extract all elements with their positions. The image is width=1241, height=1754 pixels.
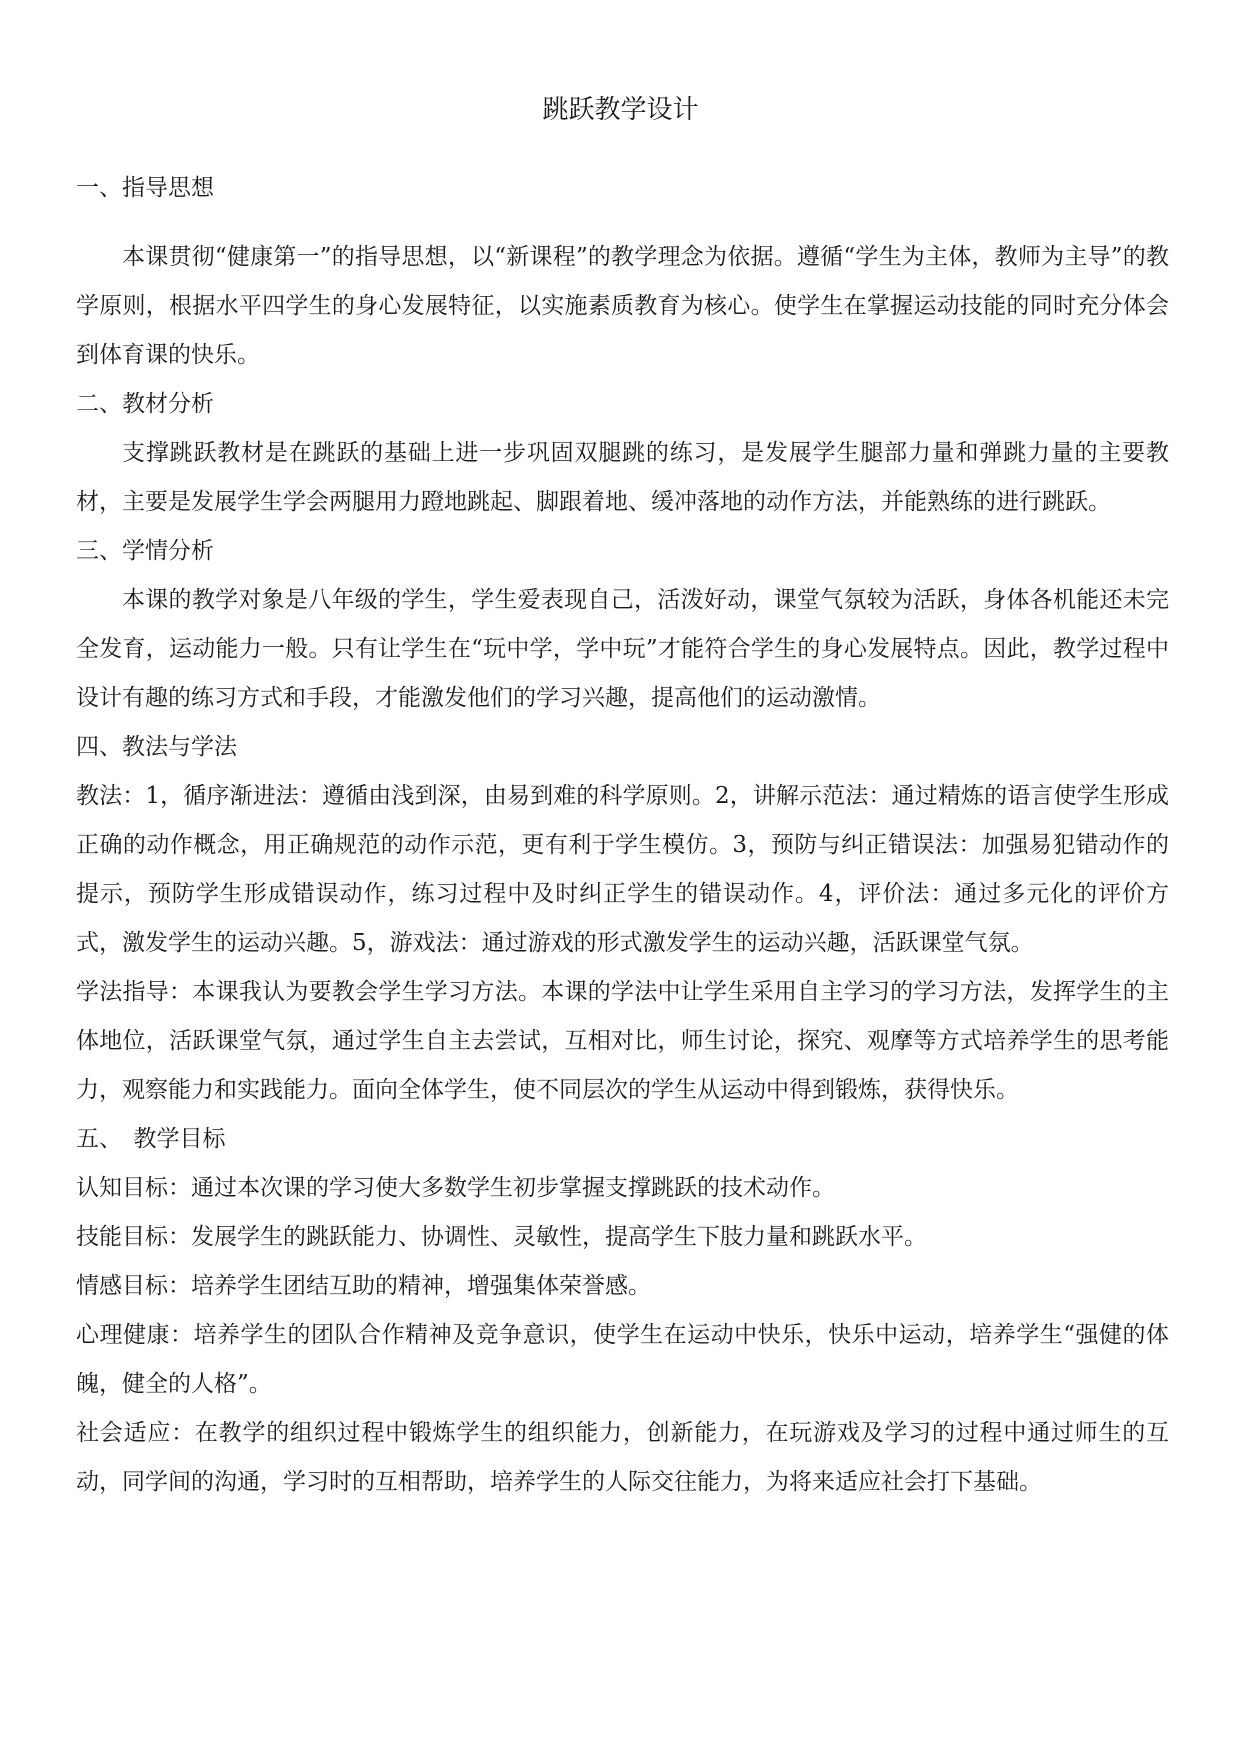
goal-social-adaptation: 社会适应：在教学的组织过程中锻炼学生的组织能力，创新能力，在玩游戏及学习的过程中通过师生的互动，同学间的沟通，学习时的互相帮助，培养学生的人际交往能力，为将来适应社会打下基础。: [76, 1420, 1169, 1495]
paragraph-student-analysis: 本课的教学对象是八年级的学生，学生爱表现自己，活泼好动，课堂气氛较为活跃，身体各机能还未完全发育，运动能力一般。只有让学生在“玩中学，学中玩”才能符合学生的身心发展特点。因此，教学过程中设计有趣的练习方式和手段，才能激发他们的学习兴趣，提高他们的运动激情。: [76, 587, 1169, 711]
goal-skill: 技能目标：发展学生的跳跃能力、协调性、灵敏性，提高学生下肢力量和跳跃水平。: [76, 1224, 927, 1250]
goal-cognitive: 认知目标：通过本次课的学习使大多数学生初步掌握支撑跳跃的技术动作。: [76, 1175, 835, 1201]
paragraph-material-analysis: 支撑跳跃教材是在跳跃的基础上进一步巩固双腿跳的练习，是发展学生腿部力量和弹跳力量的主要教材，主要是发展学生学会两腿用力蹬地跳起、脚跟着地、缓冲落地的动作方法，并能熟练的进行跳跃。: [76, 440, 1169, 515]
section-heading-methods: 四、教法与学法: [76, 734, 237, 760]
document-title: 跳跃教学设计: [542, 95, 699, 125]
document-body: [76, 164, 1169, 1507]
section-heading-material-analysis: 二、教材分析: [76, 391, 214, 417]
paragraph-learning-method: 学法指导：本课我认为要教会学生学习方法。本课的学法中让学生采用自主学习的学习方法，发挥学生的主体地位，活跃课堂气氛，通过学生自主去尝试，互相对比，师生讨论，探究、观摩等方式培养学生的思考能力，观察能力和实践能力。面向全体学生，使不同层次的学生从运动中得到锻炼，获得快乐。: [76, 979, 1169, 1103]
section-heading-student-analysis: 三、学情分析: [76, 538, 214, 564]
section-heading-guiding-ideology: 一、指导思想: [76, 175, 214, 201]
paragraph-teaching-method: 教法：1，循序渐进法：遵循由浅到深，由易到难的科学原则。2，讲解示范法：通过精炼的语言使学生形成正确的动作概念，用正确规范的动作示范，更有利于学生模仿。3，预防与纠正错误法：加强易犯错动作的提示，预防学生形成错误动作，练习过程中及时纠正学生的错误动作。4，评价法：通过多元化的评价方式，激发学生的运动兴趣。5，游戏法：通过游戏的形式激发学生的运动兴趣，活跃课堂气氛。: [76, 783, 1169, 956]
goal-emotional: 情感目标：培养学生团结互助的精神，增强集体荣誉感。: [76, 1273, 651, 1299]
section-heading-teaching-goals: 五、 教学目标: [76, 1126, 226, 1152]
goal-mental-health: 心理健康：培养学生的团队合作精神及竞争意识，使学生在运动中快乐，快乐中运动，培养学生“强健的体魄，健全的人格”。: [76, 1322, 1169, 1397]
paragraph-guiding-ideology: 本课贯彻“健康第一”的指导思想，以“新课程”的教学理念为依据。遵循“学生为主体，教师为主导”的教学原则，根据水平四学生的身心发展特征，以实施素质教育为核心。使学生在掌握运动技能的同时充分体会到体育课的快乐。: [76, 244, 1169, 368]
